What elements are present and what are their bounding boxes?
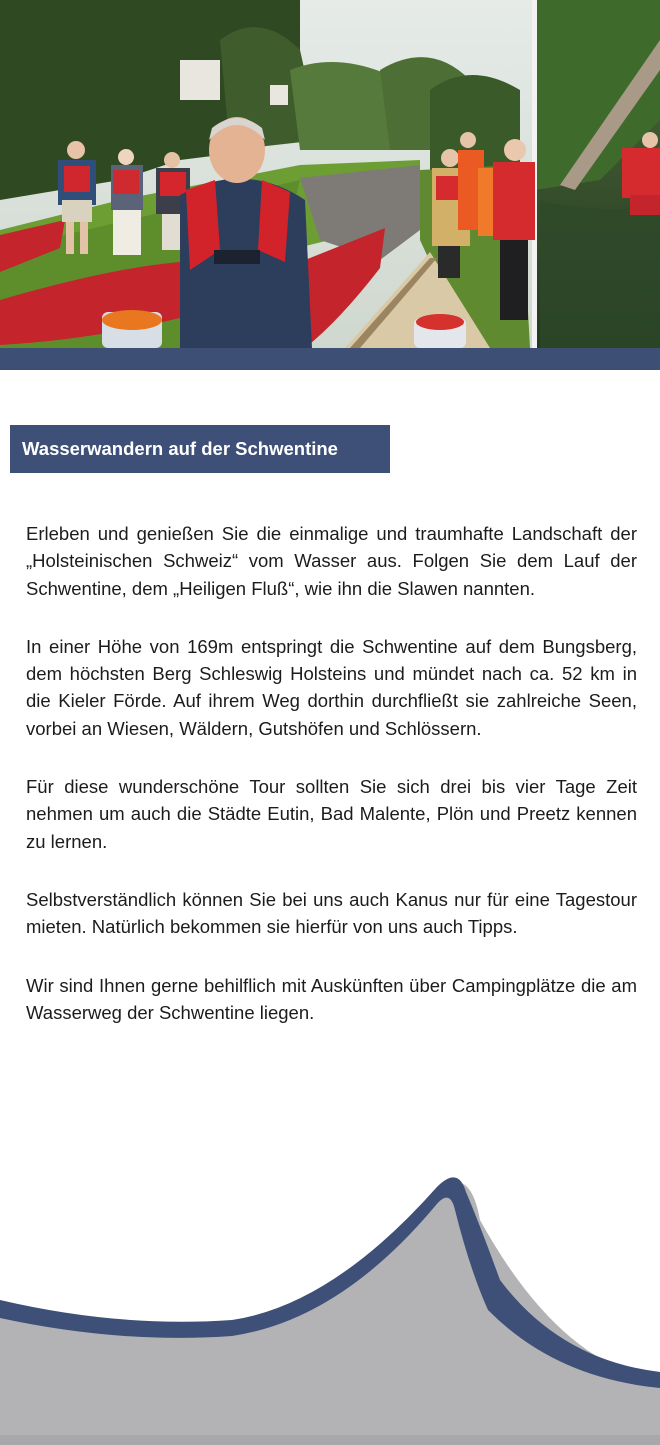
section-heading-text: Wasserwandern auf der Schwentine bbox=[22, 438, 338, 459]
canoe-group-photo bbox=[0, 0, 660, 348]
photo-illustration bbox=[0, 0, 660, 348]
paragraph-2: In einer Höhe von 169m entspringt die Schwentine auf dem Bungsberg, dem höchsten Berg Schleswig Holsteins und mündet nach ca. 52 km in die Kieler Förde. Auf ihrem Weg dorthin durchfließt sie zahlreiche Seen, vorbei an Wiesen, Wäldern, Gutshöfen und Schlössern. bbox=[26, 635, 637, 739]
wave-graphic bbox=[0, 1150, 660, 1445]
paragraph-5: Wir sind Ihnen gerne behilflich mit Auskünften über Campingplätze die am Wasserweg der Schwentine liegen. bbox=[26, 974, 637, 1023]
paragraph-4: Selbstverständlich können Sie bei uns auch Kanus nur für eine Tagestour mieten. Natürlich bekommen sie hierfür von uns auch Tipps. bbox=[26, 888, 637, 938]
body-text bbox=[26, 520, 637, 1057]
paragraph-3: Für diese wunderschöne Tour sollten Sie sich drei bis vier Tage Zeit nehmen um auch die Städte Eutin, Bad Malente, Plön und Preetz kennen zu lernen. bbox=[26, 776, 637, 852]
paragraph-1: Erleben und genießen Sie die einmalige und traumhafte Landschaft der „Holsteinischen Schweiz“ vom Wasser aus. Folgen Sie dem Lauf der Schwentine, dem „Heiligen Fluß“, wie ihn die Slawen nannten. bbox=[26, 523, 637, 599]
photo-divider-band bbox=[0, 348, 660, 370]
decorative-wave bbox=[0, 1150, 660, 1445]
section-heading bbox=[10, 425, 390, 473]
